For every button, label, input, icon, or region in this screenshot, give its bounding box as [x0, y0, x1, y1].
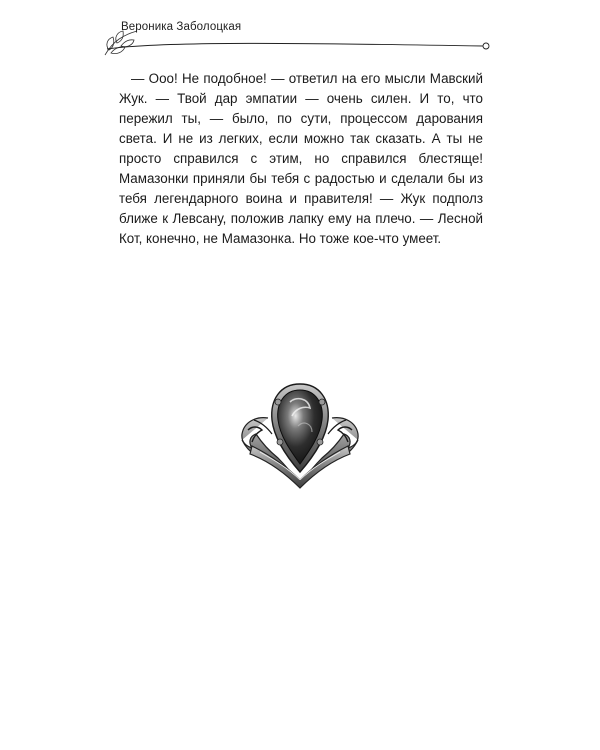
paragraph-text: — Ооо! Не подобное! — ответил на его мысли Мавский Жук. — Твой дар эмпатии — очень силен. И то, что пережил ты, — было, по сути, процессом дарования света. И не из легких, если можно так сказать. А ты не просто справился с этим, но справился блестяще! Мамазонки приняли бы тебя с радостью и сделали бы из тебя легендарного воина и правителя! — Жук подполз ближе к Левсану, положив лапку ему на плечо. — Лесной Кот, конечно, не Мамазонка. Но тоже кое-что умеет.	[119, 71, 483, 246]
jeweled-brooch-ornament-icon	[238, 380, 362, 492]
body-paragraph	[119, 69, 483, 249]
running-header	[103, 19, 493, 59]
header-author: Вероника Заболоцкая	[121, 21, 242, 33]
